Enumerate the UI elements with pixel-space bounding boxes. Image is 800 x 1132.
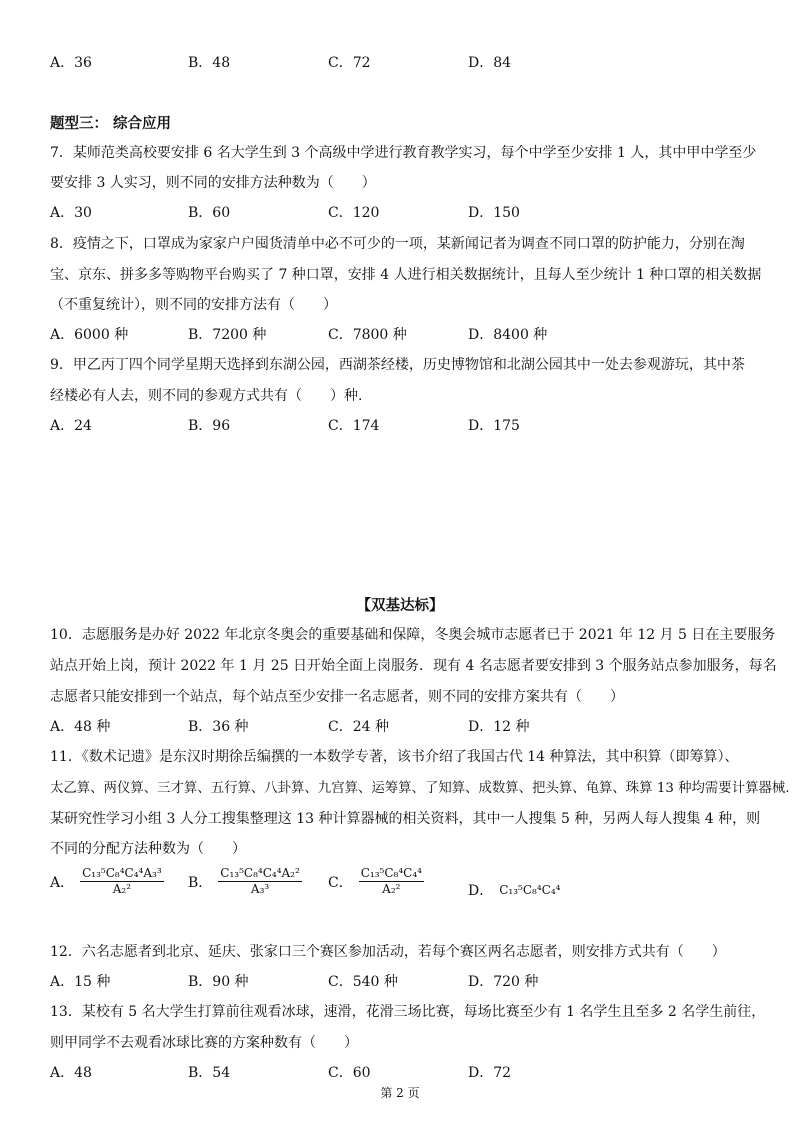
q9-option-c: C．174 xyxy=(328,418,380,434)
q8-option-c: C．7800 种 xyxy=(328,327,407,343)
q8-text-line3: （不重复统计），则不同的安排方法有（ ） xyxy=(50,297,337,313)
q6-option-d: D．84 xyxy=(468,55,512,71)
section-3-heading: 题型三： 综合应用 xyxy=(50,116,172,132)
q10-option-a: A．48 种 xyxy=(50,719,111,735)
q12-text-line1: 12．六名志愿者到北京、延庆、张家口三个赛区参加活动，若每个赛区两名志愿者，则安排方式共有（ ） xyxy=(50,944,726,960)
q10-option-d: D．12 种 xyxy=(468,719,530,735)
q10-text-line1: 10．志愿服务是办好 2022 年北京冬奥会的重要基础和保障，冬奥会城市志愿者已于 2021 年 12 月 5 日在主要服务 xyxy=(50,627,776,643)
q11-option-b xyxy=(188,866,302,897)
q8-text-line1: 8．疫情之下，口罩成为家家户户囤货清单中必不可少的一项，某新闻记者为调查不同口罩的防护能力，分别在淘 xyxy=(50,236,745,252)
q11-option-c-numerator: C₁₃⁵C₈⁴C₄⁴ xyxy=(360,866,422,880)
q11-option-b-numerator: C₁₃⁵C₈⁴C₄⁴A₂² xyxy=(220,866,300,880)
q11-option-a-label: A． xyxy=(50,874,75,891)
page-number: 第 2 页 xyxy=(380,1086,420,1100)
q7-text-line1: 7．某师范类高校要安排 6 名大学生到 3 个高级中学进行教育教学实习，每个中学至少安排 1 人，其中甲中学至少 xyxy=(50,145,757,161)
q11-option-d xyxy=(468,880,560,900)
q11-option-b-denominator: A₃³ xyxy=(250,882,270,896)
q6-option-c: C．72 xyxy=(328,55,371,71)
q8-option-d: D．8400 种 xyxy=(468,327,548,343)
q11-option-d-label: D． xyxy=(468,883,494,899)
q10-option-b: B．36 种 xyxy=(188,719,249,735)
q6-option-a: A．36 xyxy=(50,55,92,71)
q7-option-a: A．30 xyxy=(50,205,92,221)
q9-text-line2: 经楼必有人去，则不同的参观方式共有（ ）种. xyxy=(50,388,363,404)
q12-option-c: C．540 种 xyxy=(328,974,398,990)
q11-option-c xyxy=(328,866,424,897)
q13-option-d: D．72 xyxy=(468,1065,512,1081)
q9-option-b: B．96 xyxy=(188,418,231,434)
q11-option-c-label: C． xyxy=(328,874,353,891)
q11-text-line3: 某研究性学习小组 3 人分工搜集整理这 13 种计算器械的相关资料，其中一人搜集 5 种，另两人每人搜集 4 种，则 xyxy=(50,811,761,827)
q8-option-b: B．7200 种 xyxy=(188,327,267,343)
q13-text-line1: 13．某校有 5 名大学生打算前往观看冰球，速滑，花滑三场比赛，每场比赛至少有 1 名学生且至多 2 名学生前往， xyxy=(50,1004,766,1020)
q7-option-d: D．150 xyxy=(468,205,520,221)
section-basic-heading: 【双基达标】 xyxy=(356,598,444,614)
q8-option-a: A．6000 种 xyxy=(50,327,129,343)
q11-option-c-denominator: A₂² xyxy=(382,882,401,896)
q7-option-c: C．120 xyxy=(328,205,380,221)
q13-option-a: A．48 xyxy=(50,1065,92,1081)
q11-option-b-fraction xyxy=(218,866,302,897)
q11-option-a xyxy=(50,866,164,897)
q10-text-line2: 站点开始上岗，预计 2022 年 1 月 25 日开始全面上岗服务．现有 4 名志愿者要安排到 3 个服务站点参加服务，每名 xyxy=(50,658,777,674)
q11-text-line2: 太乙算、两仪算、三才算、五行算、八卦算、九宫算、运筹算、了知算、成数算、把头算、龟算、珠算 13 种均需要计算器械. xyxy=(50,781,790,796)
q7-text-line2: 要安排 3 人实习，则不同的安排方法种数为（ ） xyxy=(50,175,376,191)
q11-option-b-label: B． xyxy=(188,874,213,891)
q12-option-b: B．90 种 xyxy=(188,974,249,990)
q13-text-line2: 则甲同学不去观看冰球比赛的方案种数有（ ） xyxy=(50,1035,358,1051)
q11-option-c-fraction xyxy=(359,866,424,897)
q11-option-d-expression: C₁₃⁵C₈⁴C₄⁴ xyxy=(499,883,561,897)
q9-text-line1: 9．甲乙丙丁四个同学星期天选择到东湖公园，西湖茶经楼，历史博物馆和北湖公园其中一处去参观游玩，其中茶 xyxy=(50,357,745,373)
q10-option-c: C．24 种 xyxy=(328,719,389,735)
q11-option-a-fraction xyxy=(80,866,164,897)
q11-option-a-denominator: A₂² xyxy=(112,882,132,896)
q9-option-d: D．175 xyxy=(468,418,520,434)
q13-option-c: C．60 xyxy=(328,1065,371,1081)
q12-option-a: A．15 种 xyxy=(50,974,111,990)
q12-option-d: D．720 种 xyxy=(468,974,539,990)
q11-text-line4: 不同的分配方法种数为（ ） xyxy=(50,841,246,857)
q9-option-a: A．24 xyxy=(50,418,92,434)
q10-text-line3: 志愿者只能安排到一个站点，每个站点至少安排一名志愿者，则不同的安排方案共有（ ） xyxy=(50,689,624,705)
q7-option-b: B．60 xyxy=(188,205,231,221)
q11-option-a-numerator: C₁₃⁵C₈⁴C₄⁴A₃³ xyxy=(82,866,162,880)
q11-text-line1: 11．《数术记遗》是东汉时期徐岳编撰的一本数学专著，该书介绍了我国古代 14 种算法，其中积算（即筹算）、 xyxy=(50,749,739,765)
q8-text-line2: 宝、京东、拼多多等购物平台购买了 7 种口罩，安排 4 人进行相关数据统计，且每人至少统计 1 种口罩的相关数据 xyxy=(50,267,762,283)
q6-option-b: B．48 xyxy=(188,55,231,71)
q13-option-b: B．54 xyxy=(188,1065,231,1081)
